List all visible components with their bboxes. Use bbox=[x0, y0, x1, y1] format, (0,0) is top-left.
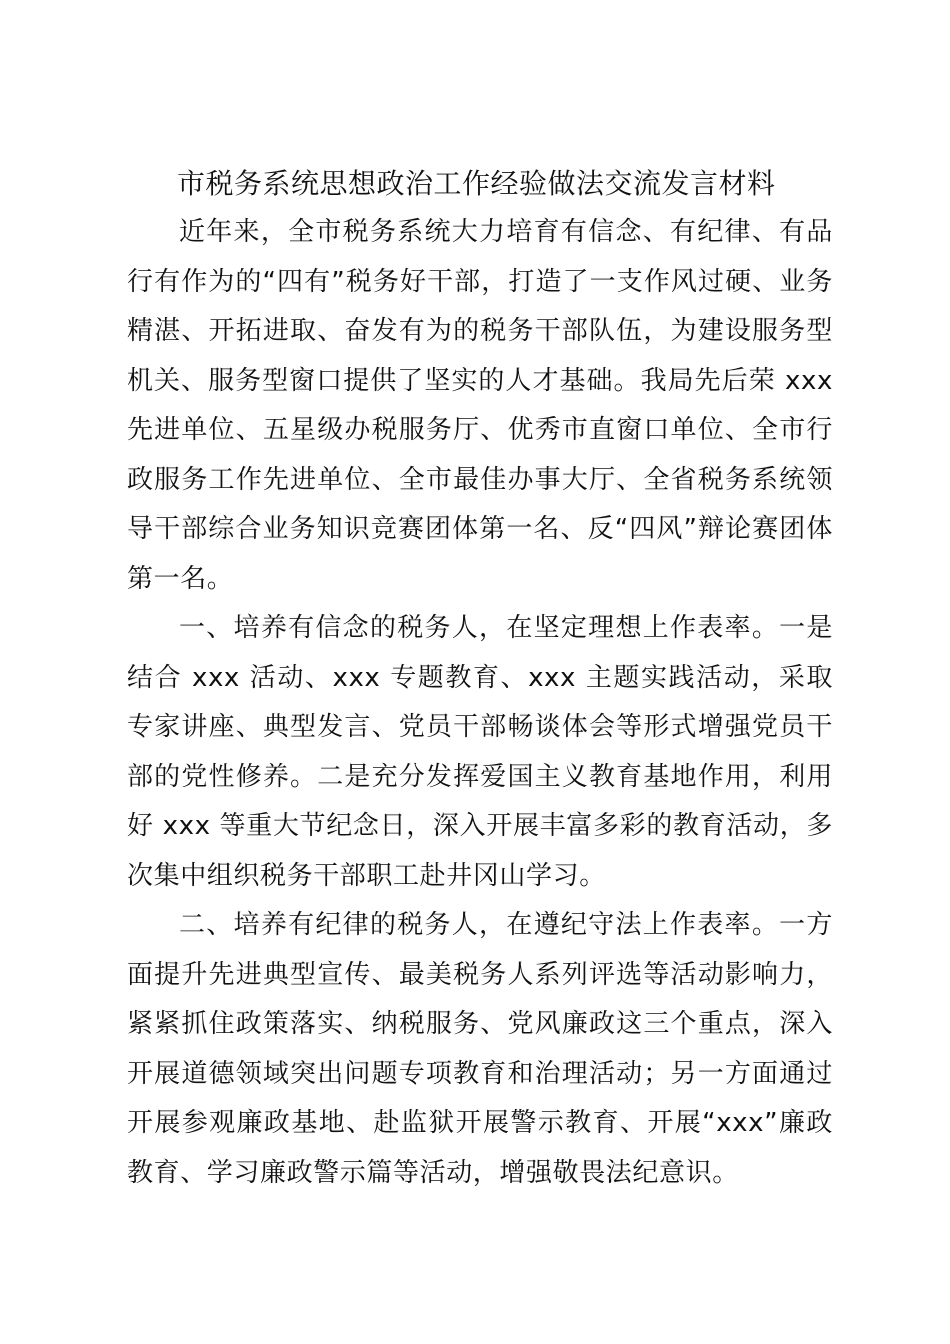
paragraph-section-two: 二、培养有纪律的税务人，在遵纪守法上作表率。一方面提升先进典型宣传、最美税务人系列评选等活动影响力，紧紧抓住政策落实、纳税服务、党风廉政这三个重点，深入开展道德领域突出问题专项教育和治理活动；另一方面通过开展参观廉政基地、赴监狱开展警示教育、开展“xxx”廉政教育、学习廉政警示篇等活动，增强敬畏法纪意识。 bbox=[127, 910, 833, 1188]
document-title: 市税务系统思想政治工作经验做法交流发言材料 bbox=[177, 167, 776, 200]
paragraph-section-one: 一、培养有信念的税务人，在坚定理想上作表率。一是结合 xxx 活动、xxx 专题教育、xxx 主题实践活动，采取专家讲座、典型发言、党员干部畅谈体会等形式增强党员干部的党性修养。二是充分发挥爱国主义教育基地作用，利用好 xxx 等重大节纪念日，深入开展丰富多彩的教育活动，多次集中组织税务干部职工赴井冈山学习。 bbox=[127, 613, 833, 891]
document-body bbox=[127, 160, 833, 1198]
paragraph-intro: 近年来，全市税务系统大力培育有信念、有纪律、有品行有作为的“四有”税务好干部，打造了一支作风过硬、业务精湛、开拓进取、奋发有为的税务干部队伍，为建设服务型机关、服务型窗口提供了坚实的人才基础。我局先后荣 xxx 先进单位、五星级办税服务厅、优秀市直窗口单位、全市行政服务工作先进单位、全市最佳办事大厅、全省税务系统领导干部综合业务知识竞赛团体第一名、反“四风”辩论赛团体第一名。 bbox=[127, 217, 833, 594]
